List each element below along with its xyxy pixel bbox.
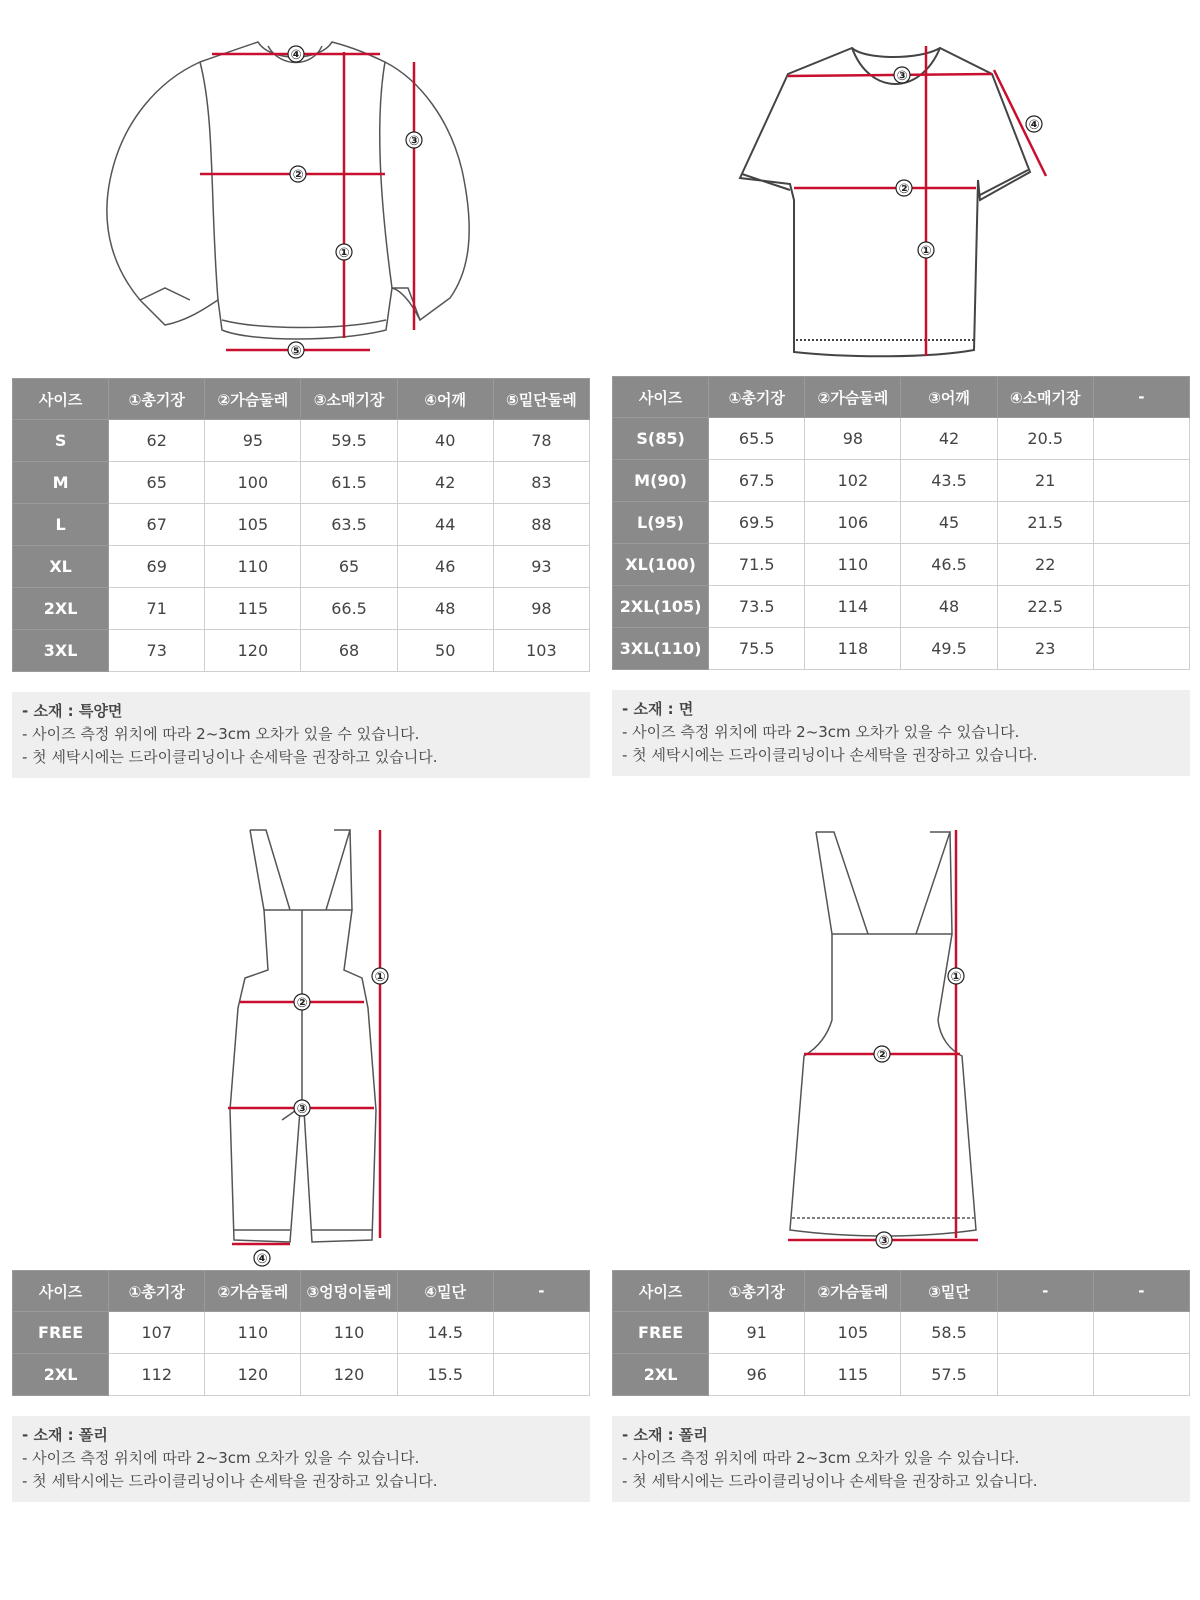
table-cell: 65 [109,462,205,504]
table-row [613,628,1190,670]
marker-2: ② [898,182,910,197]
table-cell: 110 [205,546,301,588]
table-cell: 120 [301,1354,397,1396]
size-table [612,376,1190,670]
note-line: - 사이즈 측정 위치에 따라 2~3cm 오차가 있을 수 있습니다. [22,725,420,743]
table-cell: 103 [493,630,589,672]
table-cell: 114 [805,586,901,628]
marker-3: ③ [878,1234,890,1249]
marker-2: ② [876,1048,888,1063]
sweatshirt-diagram [0,0,578,360]
note-line: - 사이즈 측정 위치에 따라 2~3cm 오차가 있을 수 있습니다. [622,723,1020,741]
size-cell: 3XL(110) [613,628,709,670]
size-cell: L(95) [613,502,709,544]
table-row [13,504,590,546]
table-cell: 57.5 [901,1354,997,1396]
table-cell: 63.5 [301,504,397,546]
table-cell [1093,544,1189,586]
overall-shorts-panel [0,810,578,1510]
table-cell [1093,502,1189,544]
table-cell: 42 [397,462,493,504]
table-cell: 50 [397,630,493,672]
notes-box [612,690,1190,776]
column-header: 사이즈 [13,379,109,420]
marker-3: ③ [408,134,420,149]
table-row [13,462,590,504]
material-note: - 소재 : 폴리 [22,1426,108,1444]
size-cell: M [13,462,109,504]
table-cell: 83 [493,462,589,504]
table-cell: 58.5 [901,1312,997,1354]
table-cell: 75.5 [709,628,805,670]
table-cell: 69 [109,546,205,588]
table-cell: 105 [205,504,301,546]
notes-box [612,1416,1190,1502]
overall-dress-panel [600,810,1178,1510]
table-cell: 98 [805,418,901,460]
table-cell [1093,1354,1189,1396]
table-cell [493,1312,589,1354]
table-cell: 73.5 [709,586,805,628]
table-cell [493,1354,589,1396]
table-cell: 65 [301,546,397,588]
table-cell: 48 [901,586,997,628]
marker-1: ① [920,244,932,259]
table-cell: 62 [109,420,205,462]
table-cell: 95 [205,420,301,462]
table-cell: 73 [109,630,205,672]
table-row [613,418,1190,460]
column-header: ③밑단 [901,1271,997,1312]
table-row [613,1312,1190,1354]
notes-box [12,692,590,778]
table-cell: 20.5 [997,418,1093,460]
marker-5: ⑤ [290,344,302,359]
column-header: ①총기장 [109,379,205,420]
size-cell: FREE [13,1312,109,1354]
note-line: - 첫 세탁시에는 드라이클리닝이나 손세탁을 권장하고 있습니다. [22,1472,438,1490]
table-row [13,1354,590,1396]
table-cell: 106 [805,502,901,544]
size-cell: XL(100) [613,544,709,586]
table-cell: 88 [493,504,589,546]
tshirt-panel [600,0,1178,780]
table-cell: 120 [205,1354,301,1396]
table-cell: 115 [805,1354,901,1396]
column-header: - [997,1271,1093,1312]
column-header: ①총기장 [109,1271,205,1312]
column-header: - [1093,377,1189,418]
table-cell: 68 [301,630,397,672]
table-cell: 14.5 [397,1312,493,1354]
table-cell: 61.5 [301,462,397,504]
column-header: ③엉덩이둘레 [301,1271,397,1312]
table-row [613,586,1190,628]
size-cell: 2XL(105) [613,586,709,628]
size-cell: FREE [613,1312,709,1354]
overall-shorts-diagram [0,810,578,1270]
size-cell: XL [13,546,109,588]
table-cell: 45 [901,502,997,544]
column-header: ②가슴둘레 [805,1271,901,1312]
note-line: - 첫 세탁시에는 드라이클리닝이나 손세탁을 권장하고 있습니다. [22,748,438,766]
table-cell: 120 [205,630,301,672]
table-cell: 23 [997,628,1093,670]
table-cell: 44 [397,504,493,546]
marker-1: ① [374,970,386,985]
marker-3: ③ [896,69,908,84]
column-header: 사이즈 [13,1271,109,1312]
marker-1: ① [338,246,350,261]
table-cell: 22.5 [997,586,1093,628]
table-row [613,460,1190,502]
table-cell: 112 [109,1354,205,1396]
table-cell: 48 [397,588,493,630]
table-header-row [13,1271,590,1312]
table-cell: 118 [805,628,901,670]
note-line: - 첫 세탁시에는 드라이클리닝이나 손세탁을 권장하고 있습니다. [622,746,1038,764]
column-header: ②가슴둘레 [205,379,301,420]
table-cell [1093,628,1189,670]
table-header-row [613,1271,1190,1312]
table-cell: 78 [493,420,589,462]
table-cell [1093,1312,1189,1354]
marker-2: ② [296,996,308,1011]
marker-2: ② [292,168,304,183]
table-cell: 49.5 [901,628,997,670]
note-line: - 사이즈 측정 위치에 따라 2~3cm 오차가 있을 수 있습니다. [622,1449,1020,1467]
table-cell: 110 [805,544,901,586]
column-header: ①총기장 [709,377,805,418]
table-row [13,630,590,672]
size-cell: M(90) [613,460,709,502]
table-cell: 71.5 [709,544,805,586]
column-header: 사이즈 [613,1271,709,1312]
material-note: - 소재 : 면 [622,700,694,718]
column-header: ④어깨 [397,379,493,420]
table-cell [997,1354,1093,1396]
tshirt-diagram [600,0,1178,360]
table-cell: 91 [709,1312,805,1354]
column-header: ②가슴둘레 [205,1271,301,1312]
size-cell: 3XL [13,630,109,672]
table-cell: 43.5 [901,460,997,502]
column-header: ④밑단 [397,1271,493,1312]
note-line: - 첫 세탁시에는 드라이클리닝이나 손세탁을 권장하고 있습니다. [622,1472,1038,1490]
table-cell: 110 [205,1312,301,1354]
size-cell: 2XL [13,588,109,630]
table-cell: 110 [301,1312,397,1354]
material-note: - 소재 : 폴리 [622,1426,708,1444]
table-header-row [613,377,1190,418]
size-table [12,1270,590,1396]
column-header: - [493,1271,589,1312]
marker-1: ① [950,970,962,985]
table-cell: 22 [997,544,1093,586]
marker-4: ④ [290,48,302,63]
marker-4: ④ [1028,118,1040,133]
table-cell: 105 [805,1312,901,1354]
table-row [613,1354,1190,1396]
column-header: ④소매기장 [997,377,1093,418]
column-header: ③소매기장 [301,379,397,420]
table-row [13,1312,590,1354]
table-cell: 40 [397,420,493,462]
table-row [613,502,1190,544]
column-header: ⑤밑단둘레 [493,379,589,420]
marker-3: ③ [296,1102,308,1117]
column-header: ①총기장 [709,1271,805,1312]
table-cell [1093,418,1189,460]
table-cell: 21.5 [997,502,1093,544]
table-row [613,544,1190,586]
table-row [13,546,590,588]
note-line: - 사이즈 측정 위치에 따라 2~3cm 오차가 있을 수 있습니다. [22,1449,420,1467]
column-header: - [1093,1271,1189,1312]
size-table [612,1270,1190,1396]
table-header-row [13,379,590,420]
size-cell: L [13,504,109,546]
marker-4: ④ [256,1252,268,1267]
size-cell: S(85) [613,418,709,460]
table-cell: 42 [901,418,997,460]
size-cell: S [13,420,109,462]
notes-box [12,1416,590,1502]
table-cell: 69.5 [709,502,805,544]
size-cell: 2XL [13,1354,109,1396]
table-cell: 115 [205,588,301,630]
overall-dress-diagram [600,810,1178,1270]
table-cell: 98 [493,588,589,630]
material-note: - 소재 : 특양면 [22,702,123,720]
column-header: 사이즈 [613,377,709,418]
table-cell: 93 [493,546,589,588]
sweatshirt-panel [0,0,578,780]
table-cell: 67 [109,504,205,546]
table-cell: 100 [205,462,301,504]
table-cell: 71 [109,588,205,630]
table-cell: 67.5 [709,460,805,502]
table-cell: 66.5 [301,588,397,630]
table-cell: 46.5 [901,544,997,586]
size-table [12,378,590,672]
size-cell: 2XL [613,1354,709,1396]
table-cell [997,1312,1093,1354]
table-cell: 102 [805,460,901,502]
table-cell: 107 [109,1312,205,1354]
table-cell [1093,460,1189,502]
table-cell: 15.5 [397,1354,493,1396]
table-cell: 46 [397,546,493,588]
table-cell: 21 [997,460,1093,502]
table-row [13,420,590,462]
table-cell [1093,586,1189,628]
column-header: ②가슴둘레 [805,377,901,418]
table-cell: 96 [709,1354,805,1396]
table-row [13,588,590,630]
table-cell: 59.5 [301,420,397,462]
column-header: ③어깨 [901,377,997,418]
table-cell: 65.5 [709,418,805,460]
